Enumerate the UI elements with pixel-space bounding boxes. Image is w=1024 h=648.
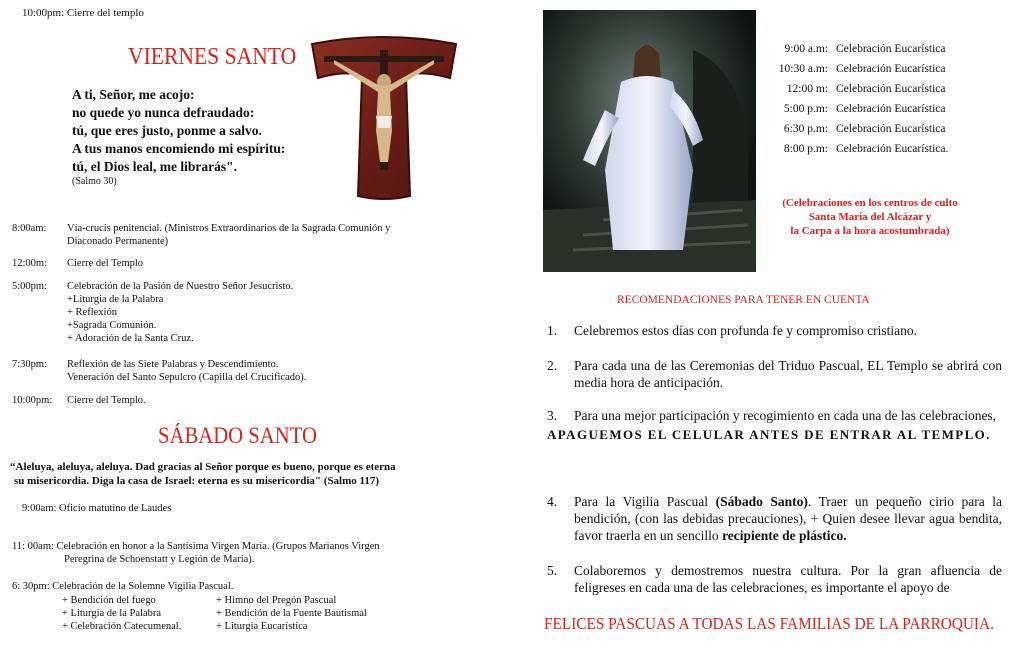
- rec-text: [574, 493, 1002, 544]
- schedule-line: Cierre del Templo: [67, 258, 144, 269]
- footer-greeting: FELICES PASCUAS A TODAS LAS FAMILIAS DE LA PARROQUIA.: [544, 614, 994, 633]
- schedule-desc: [67, 394, 467, 407]
- prayer-line: A tus manos encomiendo mi espíritu:: [72, 141, 286, 156]
- vigil-line: + Bendición de la Fuente Bautismal: [216, 608, 367, 619]
- centers-note: [760, 196, 980, 238]
- vigil-item: [12, 580, 233, 593]
- sabado-santo-title: SÁBADO SANTO: [158, 423, 317, 448]
- rec-text-part: Para la Vigilia Pascual: [574, 494, 716, 509]
- marian-item: [12, 540, 380, 566]
- mass-time: 6:30 p.m:: [783, 123, 828, 135]
- recommendations-title: RECOMENDACIONES PARA TENER EN CUENTA: [617, 294, 870, 306]
- note-line: la Carpa a la hora acostumbrada): [790, 225, 950, 237]
- recommendation-item: [547, 493, 1002, 544]
- schedule-desc: [67, 280, 467, 345]
- schedule-desc: [67, 358, 467, 384]
- note-line: Santa María del Alcázar y: [808, 211, 932, 223]
- prayer-line: no quede yo nunca defraudado:: [72, 105, 255, 120]
- vigil-line: + Liturgia Eucarística: [216, 621, 308, 632]
- mass-time: 10:30 a.m:: [778, 63, 828, 75]
- recommendation-item: [547, 562, 1002, 596]
- rec-bold-part: (Sábado Santo): [715, 494, 808, 509]
- rec-text: Colaboremos y demostremos nuestra cultura. Por la gran afluencia de feligreses en cada una de las celebraciones, es importante el apoyo de: [574, 563, 1002, 595]
- quote-line: su misericordia. Diga la casa de Israel: eterna es su misericordia" (Salmo 117): [14, 475, 380, 487]
- recommendation-item: [547, 322, 1002, 339]
- schedule-line: Vía-crucis penitencial. (Ministros Extraordinarios de la Sagrada Comunión y: [67, 223, 391, 234]
- prayer-line: A ti, Señor, me acojo:: [72, 87, 195, 102]
- vigil-title: 6: 30pm: Celebración de la Solemne Vigilia Pascual.: [12, 581, 234, 592]
- schedule-line: Cierre del Templo.: [67, 395, 146, 406]
- schedule-line: Diaconado Permanente): [67, 236, 169, 247]
- vigil-line: + Celebración Catecumenal.: [62, 621, 182, 632]
- mass-label: Celebración Eucarística: [836, 83, 946, 95]
- rec-text: Para una mejor participación y recogimiento en cada una de las celebraciones,: [574, 408, 997, 423]
- recommendation-item: [547, 357, 1002, 391]
- schedule-line: + Reflexión: [67, 307, 117, 318]
- rec-number: 2.: [547, 358, 558, 373]
- sabado-quote: [10, 460, 396, 488]
- mass-label: Celebración Eucarística: [836, 43, 946, 55]
- rec-number: 5.: [547, 563, 558, 578]
- mass-label: Celebración Eucarística: [836, 103, 946, 115]
- prayer-line: tú, que eres justo, ponme a salvo.: [72, 123, 262, 138]
- psalm-reference: (Salmo 30): [72, 176, 117, 187]
- rec-number: 1.: [547, 323, 558, 338]
- vigil-line: + Liturgia de la Palabra: [62, 608, 162, 619]
- prayer-line: tú, el Dios leal, me librarás".: [72, 159, 237, 174]
- top-closing-line: 10:00pm: Cierre del templo: [22, 7, 144, 19]
- rec-number: 4.: [547, 494, 558, 509]
- schedule-time: 10:00pm:: [12, 395, 53, 406]
- mass-row: [768, 42, 946, 56]
- mass-row: [768, 102, 946, 116]
- risen-christ-image: [543, 10, 756, 272]
- rec-number: 3.: [547, 408, 558, 423]
- laudes-item: 9:00am: Oficio matutino de Laudes: [22, 503, 172, 514]
- vigil-line: + Himno del Pregón Pascual: [216, 595, 337, 606]
- marian-line: 11: 00am: Celebración en honor a la Santísima Virgen María. (Grupos Marianos Virgen: [12, 541, 380, 552]
- schedule-time: 12:00m:: [12, 258, 48, 269]
- mass-row: [768, 62, 946, 76]
- mass-label: Celebración Eucarística.: [836, 143, 949, 155]
- marian-line: Peregrina de Schoenstatt y Legión de María).: [64, 554, 255, 565]
- prayer-text: [72, 86, 285, 176]
- mass-row: [768, 122, 946, 136]
- schedule-time: 8:00am:: [12, 223, 47, 234]
- schedule-time: 7:30pm:: [12, 359, 48, 370]
- mass-row: [768, 142, 948, 156]
- mass-time: 9:00 a.m:: [784, 43, 828, 55]
- mass-row: [768, 82, 946, 96]
- mass-time: 5:00 p.m:: [783, 103, 828, 115]
- schedule-desc: [67, 257, 467, 270]
- crucifix-image: [310, 30, 458, 202]
- mass-time: 8:00 p.m:: [783, 143, 828, 155]
- schedule-line: Reflexión de las Siete Palabras y Descendimiento.: [67, 359, 279, 370]
- schedule-time: 5:00pm:: [12, 281, 48, 292]
- rec-bold-text: APAGUEMOS EL CELULAR ANTES DE ENTRAR AL TEMPLO.: [547, 427, 991, 442]
- schedule-desc: [67, 222, 467, 248]
- viernes-santo-title: VIERNES SANTO: [128, 44, 297, 70]
- schedule-line: +Liturgia de la Palabra: [67, 294, 164, 305]
- recommendation-item: [547, 407, 1002, 443]
- vigil-line: + Bendición del fuego: [62, 595, 156, 606]
- mass-label: Celebración Eucarística: [836, 63, 946, 75]
- quote-line: “Aleluya, aleluya, aleluya. Dad gracias al Señor porque es bueno, porque es eterna: [10, 461, 396, 473]
- rec-text: Celebremos estos días con profunda fe y compromiso cristiano.: [574, 323, 918, 338]
- vigil-list-right: [216, 594, 367, 633]
- schedule-line: Veneración del Santo Sepulcro (Capilla del Crucificado).: [67, 372, 307, 383]
- note-line: (Celebraciones en los centros de culto: [782, 197, 958, 209]
- schedule-line: Celebración de la Pasión de Nuestro Señor Jesucristo.: [67, 281, 294, 292]
- mass-time: 12:00 m:: [786, 83, 828, 95]
- rec-text-part: . Traer un pequeño cirio para la bendición, (con las debidas precauciones), + Quien desee llevar agua bendita, favor traerla en un sencillo: [574, 494, 1003, 543]
- rec-text: Para cada una de las Ceremonias del Triduo Pascual, EL Templo se abrirá con media hora de anticipación.: [574, 358, 1002, 390]
- vigil-list-left: [62, 594, 181, 633]
- mass-label: Celebración Eucarística: [836, 123, 946, 135]
- schedule-line: +Sagrada Comunión.: [67, 320, 157, 331]
- rec-bold-part: recipiente de plástico.: [722, 528, 847, 543]
- schedule-line: + Adoración de la Santa Cruz.: [67, 333, 194, 344]
